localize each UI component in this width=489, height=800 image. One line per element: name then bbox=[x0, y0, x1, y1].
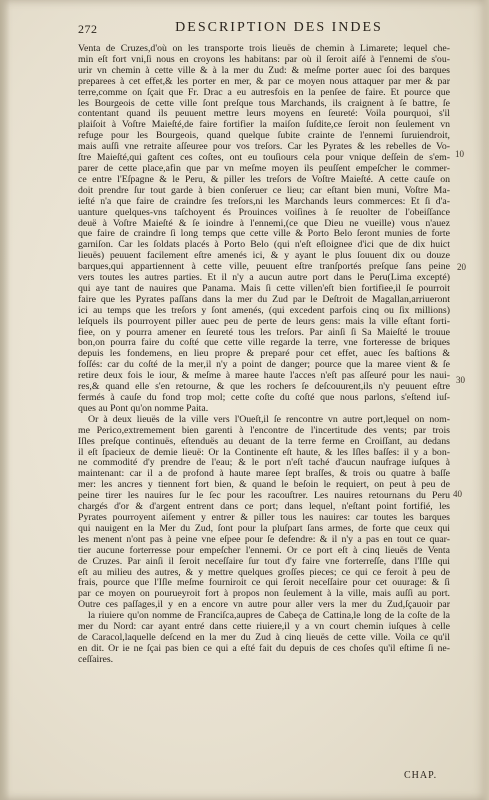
text-line: doit prendre ſur tout garde à bien conſeruer ce lieu; car eſtant bien muni, Voſtre Ma- bbox=[78, 184, 450, 196]
margin-line-number: 10 bbox=[455, 149, 464, 159]
text-line: faire que les Pyrates paſſans dans la mer du Zud par le Deſtroit de Magallan,arriueront bbox=[78, 293, 450, 305]
margin-line-number: 20 bbox=[457, 262, 466, 272]
text-line: en dit. Or ie ne ſçai pas bien ce qui a eſté fait du depuis de ces choſes qu'il eſtime ſi ne- bbox=[78, 642, 450, 654]
text-line: me Perico,extremement bien garenti à l'encontre de l'incertitude des vents; par trois bbox=[78, 424, 450, 436]
text-line: de Caracol,laquelle deſcend en la mer du Zud à cinq lieuës de cette ville. Voila ce qu'il bbox=[78, 631, 450, 643]
text-line: lieuës) peuuent facilement eſtre amenés ici, & y ayant le plus ſouuent dix ou douze bbox=[78, 250, 450, 262]
text-line: fermés à cauſe du fond trop mol; cette coſte du coſté que nous parlons, s'eſtend iuſ- bbox=[78, 392, 450, 403]
page-gutter-shadow bbox=[0, 0, 10, 800]
text-line: ne commodité d'y prendre de l'eau; & le port n'eſt taché d'aucun naufrage iuſques à bbox=[78, 457, 450, 469]
text-line: maintenant: car il a de profond à haute maree ſept braſſes, & trois ou quatre à baſſe bbox=[78, 468, 450, 480]
text-line: mer: les ancres y tiennent fort bien, & quand le beſoin le requiert, on peut à peu de bbox=[78, 479, 450, 491]
text-line: foſſés: car du coſté de la mer,il n'y a point de danger; pource que la maree vient & ſe bbox=[78, 359, 450, 371]
text-line: uanture quelques-vns taſchoyent és Prouinces voiſines à ſe reuolter de l'obeiſſance bbox=[78, 206, 450, 218]
text-line: ques au Pont qu'on nomme Paita. bbox=[78, 402, 209, 414]
page-header bbox=[78, 20, 450, 38]
text-line: ce entre l'Eſpagne & le Peru, & piller les treſors de Voſtre Maieſté. A cette cauſe on bbox=[78, 173, 450, 185]
margin-line-number: 30 bbox=[456, 375, 465, 385]
text-line: Iſles preſque continuës, eſtenduës au deuant de la terre ferme en Croiſſant, au dedans bbox=[78, 435, 450, 447]
text-line: barques,qui appartiennent à cette ville, peuuent eſtre tranſportés preſque ſans peine bbox=[78, 261, 450, 273]
text-line: vers toutes les autres parties. Et il n'y a aucun autre port dans le Peru(Lima excepté) bbox=[78, 272, 450, 284]
text-line: de Cruzes. Par ainſi il ſeroit neceſſaire ſur tout d'y faire vne forterreſſe, dans l'Iſle qui bbox=[78, 555, 450, 567]
text-line: chargés d'or & d'argent entrent dans ce port; dans lequel, n'eſtant point fortifié, les bbox=[78, 501, 450, 513]
text-line: Venta de Cruzes,d'où on les transporte trois lieuës de chemin à Limarete; lequel che- bbox=[78, 43, 450, 54]
text-line: que faire de craindre ſi long temps que cette ville & Porto Belo ſeront munies de forte bbox=[78, 228, 450, 240]
text-line: depuis les fondemens, en lieu propre & preparé pour cet effet, auec ſes baſtions & bbox=[78, 348, 450, 360]
body-text bbox=[78, 44, 450, 666]
text-line: ici au temps que les treſors y ſont amenés, (qui excedent parfois cinq ou ſix millions) bbox=[78, 304, 450, 316]
page-number: 272 bbox=[78, 22, 98, 36]
text-line: par ce moyen on pourueyroit fort à propos non ſeulement à la ville, mais auſſi au port. bbox=[78, 588, 450, 600]
catchword: CHAP. bbox=[404, 770, 438, 781]
page-edge-shadow bbox=[481, 0, 489, 800]
text-line: leſquels ils pourroyent piller auec peu de perte de leurs gens: mais la ville eſtant forti- bbox=[78, 315, 450, 327]
text-line: qui nauigent en la Mer du Zud, ſont pour la pluſpart ſans armes, de forte que ceux qui bbox=[78, 522, 450, 534]
text-line: mais auſſi vne retraite aſſeuree pour vos treſors. Car les Pyrates & les rebelles de Vo- bbox=[78, 141, 450, 153]
text-line: bon,on pourra faire du coſté que cette ville regarde la terre, vne forteresse de briques bbox=[78, 337, 450, 349]
text-line: deuë à Voſtre Maieſté & ſe ioindre à l'ennemi,(ce que Dieu ne vueille) vous n'auez bbox=[78, 217, 450, 229]
text-line: frais, pource que l'Iſle meſme fourniroit ce qui ſeroit neceſſaire pour cet ouurage: & ſi bbox=[78, 577, 450, 589]
text-line: fiee, on y pourra amener en ſeureté tous les treſors. Par ainſi ſi Sa Maieſté le trouue bbox=[78, 326, 450, 338]
text-line: mer du Nord: car ayant entré dans cette riuiere,il y a vn court chemin iuſques à celle bbox=[78, 621, 450, 633]
text-line: retire deux fois le iour, & meſme à maree haute l'acces n'eſt pas aſſeuré pour les naui- bbox=[78, 370, 450, 382]
text-line: eſt au milieu des autres, & y mettre quelques groſſes pieces; ce qui ce feroit à peu de bbox=[78, 566, 450, 578]
text-line: res,& quand elle s'en retourne, & que les rochers ſe deſcouurent,ils n'y peuuent eſtre bbox=[78, 381, 450, 393]
text-line: les Bourgeois de cette ville ſont preſque tous Marchands, ils craignent à ſe battre, ſe bbox=[78, 97, 450, 109]
text-line: min eſt fort vni,ſi nous en croyons les habitans: par où il ſeroit aiſé à l'ennemi de s'ou- bbox=[78, 53, 450, 65]
text-line: la riuiere qu'on nomme de Franciſca,aupres de Cabeça de Cattina,le long de la coſte de la bbox=[88, 610, 450, 622]
text-line: garniſon. Car les ſoldats placés à Porto Belo (qui n'eſt eſloignee d'ici que de dix huict bbox=[78, 239, 450, 251]
text-line: ieſté n'a que faire de craindre ſes treſors,ni les Marchands leurs commerces: Et ſi d'a- bbox=[78, 195, 450, 207]
text-line: il eſt ſpacieux de demie lieuë: Or la Continente eſt haute, & les Iſles baſſes: il y a bon- bbox=[78, 446, 450, 458]
text-line: contentant quand ils peuuent mettre leurs moyens en ſeureté: Voila pourquoi, s'il bbox=[78, 108, 450, 120]
text-line: Or à deux lieuës de la ville vers l'Oueſt,il ſe rencontre vn autre port,lequel on nom- bbox=[88, 413, 450, 425]
margin-line-number: 40 bbox=[453, 489, 462, 499]
text-line: plaiſoit à Voſtre Maieſté,de faire fortifier la maiſon ſuſdite,ce ſeroit non ſeulement vn bbox=[78, 119, 450, 131]
text-line: terre,comme on ſçait que Fr. Drac a eu autresfois en la penſee de faire. Et pource que bbox=[78, 86, 450, 98]
text-line: Outre ces paſſages,il y en a encore vn autre pour aller vers la mer du Zud,ſçauoir par bbox=[78, 599, 450, 611]
text-line: tier aucune forterresse pour empeſcher l'ennemi. Or ce port eſt à cinq lieuës de Venta bbox=[78, 544, 450, 556]
text-line: parer de cette place,afin que par vn meſme moyen ils peuſſent empeſcher le commer- bbox=[78, 162, 450, 174]
text-line: urir vn chemin à cette ville & à la mer du Zud: & meſme porter auec ſoi des barques bbox=[78, 64, 450, 76]
text-line: les menent n'ont pas à peine vne eſpee pour ſe defendre: & il n'y a pas en tout ce quar- bbox=[78, 533, 450, 545]
text-line: preparees à cet effet,& les porter en mer, & par ce moyen nous attaquer par mer & par bbox=[78, 75, 450, 87]
text-line: ſtre Maieſté,qui gaſtent ces coſtes, ont eu touſiours cela pour vnique deſſein de s'em- bbox=[78, 152, 450, 164]
text-line: peine tirer les nauires ſur le ſec pour les racouſtrer. Les nauires retournans du Peru bbox=[78, 490, 450, 502]
text-line: refuge pour les Bourgeois, quand quelque ſubite crainte de l'ennemi ſuruiendroit, bbox=[78, 130, 450, 142]
text-line: qui aye tant de nauires que Panama. Mais ſi cette villen'eſt bien fortifiee,il ſe pourroit bbox=[78, 282, 450, 294]
text-line: ceſſaires. bbox=[78, 653, 114, 665]
running-title: DESCRIPTION DES INDES bbox=[175, 20, 383, 35]
text-line: Pyrates pourroyent aiſement y entrer & piller tous les nauires: car toutes les barques bbox=[78, 511, 450, 523]
